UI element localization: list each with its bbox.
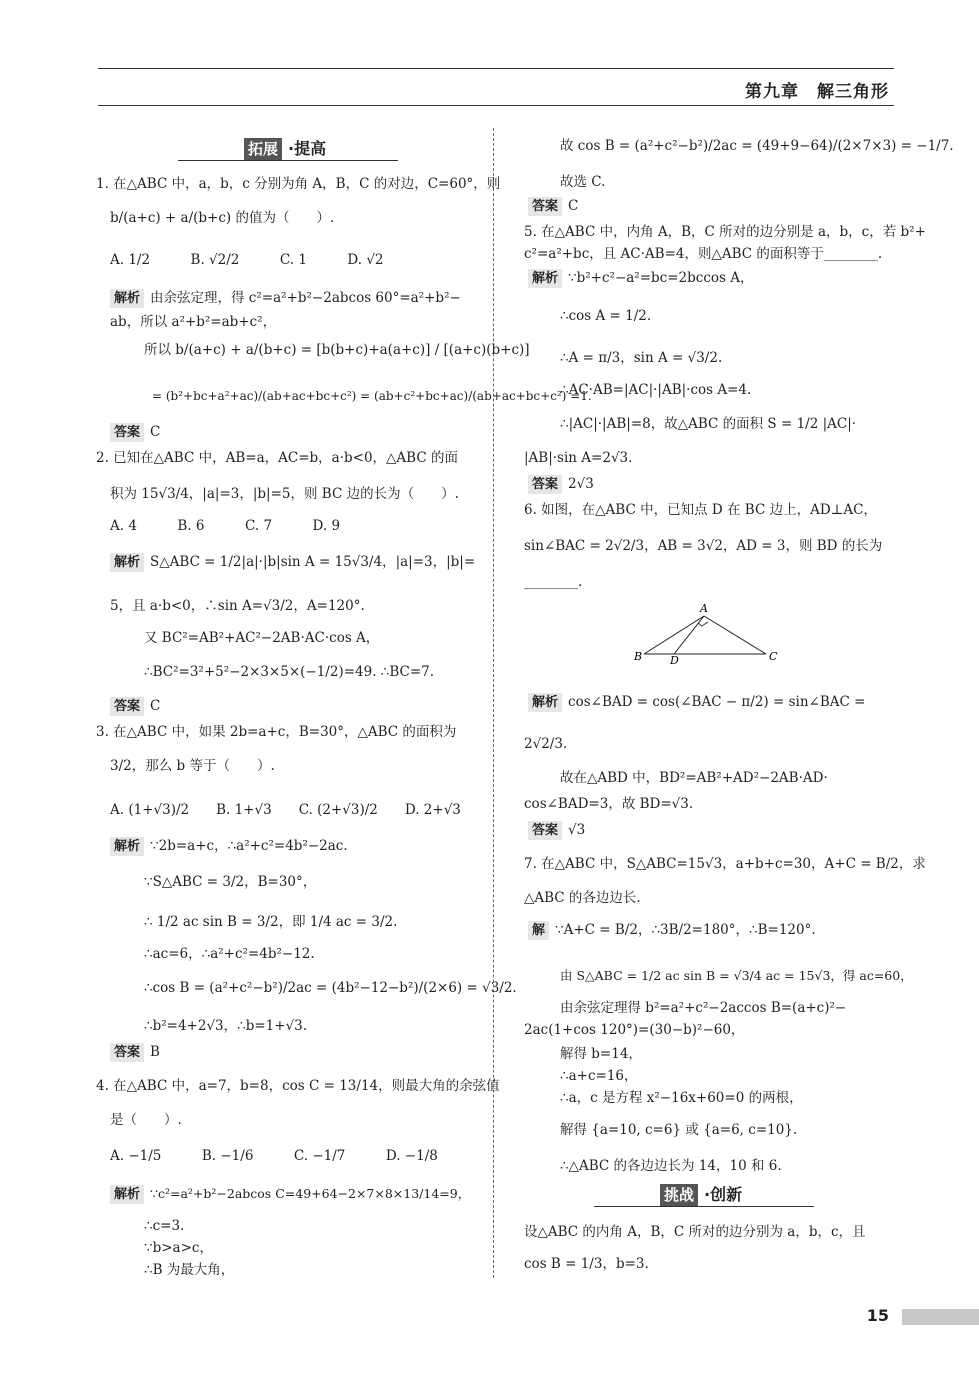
q5-analysis-4: ∴AC·AB=|AC|·|AB|·cos A=4. xyxy=(560,382,752,398)
q2-answer: 答案 C xyxy=(110,696,160,716)
q6-analysis-4: cos∠BAD=3，故 BD=√3. xyxy=(524,796,694,812)
column-divider xyxy=(493,128,494,1278)
q4-options: A. −1/5 B. −1/6 C. −1/7 D. −1/8 xyxy=(110,1148,438,1164)
q3-options: A. (1+√3)/2 B. 1+√3 C. (2+√3)/2 D. 2+√3 xyxy=(110,802,461,818)
right-angle-mark xyxy=(698,622,708,626)
solution-badge: 解 xyxy=(528,921,549,940)
q5-analysis-2: ∴cos A = 1/2. xyxy=(560,308,652,324)
analysis-badge: 解析 xyxy=(528,269,562,288)
answer-badge: 答案 xyxy=(110,697,144,716)
q4-cont-1: 故 cos B = (a²+c²−b²)/2ac = (49+9−64)/(2×7×3) = −1/7. xyxy=(560,138,954,154)
section-heading-challenge xyxy=(594,1182,814,1210)
label-b: B xyxy=(634,650,643,663)
triangle-figure xyxy=(634,602,800,667)
q3-analysis-3: ∴ 1/2 ac sin B = 3/2，即 1/4 ac = 3/2. xyxy=(144,914,398,930)
q6-analysis-2: 2√2/3. xyxy=(524,736,568,752)
q7-solution-8: 解得 {a=10, c=6} 或 {a=6, c=10}. xyxy=(560,1122,798,1138)
q3-analysis-6: ∴b²=4+2√3，∴b=1+√3. xyxy=(144,1018,308,1034)
challenge-stem-2: cos B = 1/3，b=3. xyxy=(524,1256,649,1272)
q4-analysis: 解析 ∵c²=a²+b²−2abcos C=49+64−2×7×8×13/14=9， xyxy=(110,1184,470,1204)
q2-stem: 2. 已知在△ABC 中，AB=a，AC=b，a·b<0，△ABC 的面 xyxy=(96,450,458,466)
q6-stem-3: ________. xyxy=(524,574,583,590)
q6-stem: 6. 如图，在△ABC 中，已知点 D 在 BC 边上，AD⊥AC， xyxy=(524,502,877,518)
q5-analysis-6: |AB|·sin A=2√3. xyxy=(524,450,633,466)
q3-analysis-4: ∴ac=6，∴a²+c²=4b²−12. xyxy=(144,946,315,962)
q3-analysis-5: ∴cos B = (a²+c²−b²)/2ac = (4b²−12−b²)/(2×6) = √3/2. xyxy=(144,980,517,996)
answer-badge: 答案 xyxy=(528,821,562,840)
label-a: A xyxy=(700,602,708,615)
q3-stem: 3. 在△ABC 中，如果 2b=a+c，B=30°，△ABC 的面积为 xyxy=(96,724,457,740)
q4-stem-2: 是（ ）. xyxy=(110,1112,182,1128)
q7-solution-3: 由余弦定理得 b²=a²+c²−2accos B=(a+c)²− xyxy=(560,1000,847,1016)
q6-analysis-3: 故在△ABD 中，BD²=AB²+AD²−2AB·AD· xyxy=(560,770,828,786)
q5-stem-2: c²=a²+bc，且 AC·AB=4，则△ABC 的面积等于________. xyxy=(524,246,883,262)
header-rule-top xyxy=(98,68,894,69)
analysis-badge: 解析 xyxy=(528,693,562,712)
q1-stem-2: b/(a+c) + a/(b+c) 的值为（ ）. xyxy=(110,210,335,226)
q1-analysis-3: 所以 b/(a+c) + a/(b+c) = [b(b+c)+a(a+c)] / [(a+c)(b+c)] xyxy=(144,342,530,358)
q3-stem-2: 3/2，那么 b 等于（ ）. xyxy=(110,758,275,774)
q5-analysis-3: ∴A = π/3，sin A = √3/2. xyxy=(560,350,723,366)
analysis-badge: 解析 xyxy=(110,837,144,856)
chapter-title: 第九章 解三角形 xyxy=(745,82,889,102)
q7-solution-2: 由 S△ABC = 1/2 ac sin B = √3/4 ac = 15√3，得 ac=60， xyxy=(560,968,913,983)
q4-analysis-4: ∴B 为最大角， xyxy=(144,1262,235,1278)
q1-answer: 答案 C xyxy=(110,422,160,442)
edge-ad xyxy=(674,616,704,654)
q2-stem-2: 积为 15√3/4，|a|=3，|b|=5，则 BC 边的长为（ ）. xyxy=(110,486,459,502)
q6-analysis: 解析 cos∠BAD = cos(∠BAC − π/2) = sin∠BAC = xyxy=(528,692,865,712)
q7-solution-5: 解得 b=14， xyxy=(560,1046,642,1062)
q6-answer: 答案 √3 xyxy=(528,820,585,840)
q1-analysis-2: ab，所以 a²+b²=ab+c²， xyxy=(110,314,277,330)
edge-ac xyxy=(704,616,766,654)
q3-analysis-2: ∵S△ABC = 3/2，B=30°， xyxy=(144,874,317,890)
q7-stem-2: △ABC 的各边边长. xyxy=(524,890,641,906)
q3-answer: 答案 B xyxy=(110,1042,160,1062)
q3-analysis: 解析 ∵2b=a+c，∴a²+c²=4b²−2ac. xyxy=(110,836,348,856)
q4-analysis-2: ∴c=3. xyxy=(144,1218,185,1234)
section-tag: 拓展 xyxy=(244,138,282,160)
q1-analysis-4: = (b²+bc+a²+ac)/(ab+ac+bc+c²) = (ab+c²+bc+ac)/(ab+ac+bc+c²) =1. xyxy=(152,389,592,403)
q7-solution-6: ∴a+c=16， xyxy=(560,1068,638,1084)
q7-solution-7: ∴a，c 是方程 x²−16x+60=0 的两根， xyxy=(560,1090,803,1106)
analysis-badge: 解析 xyxy=(110,1185,144,1204)
q5-analysis-5: ∴|AC|·|AB|=8，故△ABC 的面积 S = 1/2 |AC|· xyxy=(560,416,857,432)
q7-solution: 解 ∵A+C = B/2，∴3B/2=180°，∴B=120°. xyxy=(528,920,816,940)
q2-analysis: 解析 S△ABC = 1/2|a|·|b|sin A = 15√3/4，|a|=3，|b|= xyxy=(110,552,475,572)
answer-badge: 答案 xyxy=(110,1043,144,1062)
analysis-badge: 解析 xyxy=(110,553,144,572)
q5-answer: 答案 2√3 xyxy=(528,474,594,494)
section-title: ·提高 xyxy=(288,139,327,158)
q2-analysis-3: 又 BC²=AB²+AC²−2AB·AC·cos A， xyxy=(144,630,380,646)
analysis-badge: 解析 xyxy=(110,289,144,308)
page-number: 15 xyxy=(866,1306,889,1325)
q7-solution-4: 2ac(1+cos 120°)=(30−b)²−60， xyxy=(524,1022,745,1038)
q4-cont-2: 故选 C. xyxy=(560,174,606,190)
edge-ba xyxy=(644,616,704,654)
section-rule xyxy=(178,160,398,161)
q1-analysis: 解析 由余弦定理，得 c²=a²+b²−2abcos 60°=a²+b²− xyxy=(110,288,461,308)
q5-analysis: 解析 ∵b²+c²−a²=bc=2bccos A， xyxy=(528,268,754,288)
label-c: C xyxy=(769,650,778,663)
label-d: D xyxy=(670,654,679,667)
answer-badge: 答案 xyxy=(528,475,562,494)
section-title: ·创新 xyxy=(704,1185,743,1204)
q1-stem: 1. 在△ABC 中，a，b，c 分别为角 A，B，C 的对边，C=60°，则 xyxy=(96,176,501,192)
q4-answer: 答案 C xyxy=(528,196,578,216)
q4-analysis-3: ∵b>a>c， xyxy=(144,1240,213,1256)
answer-badge: 答案 xyxy=(528,197,562,216)
section-rule xyxy=(594,1206,814,1207)
q7-solution-9: ∴△ABC 的各边边长为 14，10 和 6. xyxy=(560,1158,782,1174)
q1-options: A. 1/2 B. √2/2 C. 1 D. √2 xyxy=(110,252,384,268)
q2-analysis-4: ∴BC²=3²+5²−2×3×5×(−1/2)=49. ∴BC=7. xyxy=(144,664,435,680)
q2-options: A. 4 B. 6 C. 7 D. 9 xyxy=(110,518,341,534)
q2-analysis-2: 5，且 a·b<0，∴sin A=√3/2，A=120°. xyxy=(110,598,365,614)
header-rule-bottom xyxy=(98,105,894,106)
q4-stem: 4. 在△ABC 中，a=7，b=8，cos C = 13/14，则最大角的余弦值 xyxy=(96,1078,500,1094)
q5-stem: 5. 在△ABC 中，内角 A，B，C 所对的边分别是 a，b，c，若 b²+ xyxy=(524,224,926,240)
section-heading-extension xyxy=(178,136,398,164)
answer-badge: 答案 xyxy=(110,423,144,442)
section-tag: 挑战 xyxy=(660,1184,698,1206)
page-number-bar xyxy=(902,1309,979,1325)
q6-stem-2: sin∠BAC = 2√2/3，AB = 3√2，AD = 3，则 BD 的长为 xyxy=(524,538,883,554)
challenge-stem: 设△ABC 的内角 A，B，C 所对的边分别为 a，b，c，且 xyxy=(524,1224,866,1240)
q7-stem: 7. 在△ABC 中，S△ABC=15√3，a+b+c=30，A+C = B/2，求 xyxy=(524,856,926,872)
